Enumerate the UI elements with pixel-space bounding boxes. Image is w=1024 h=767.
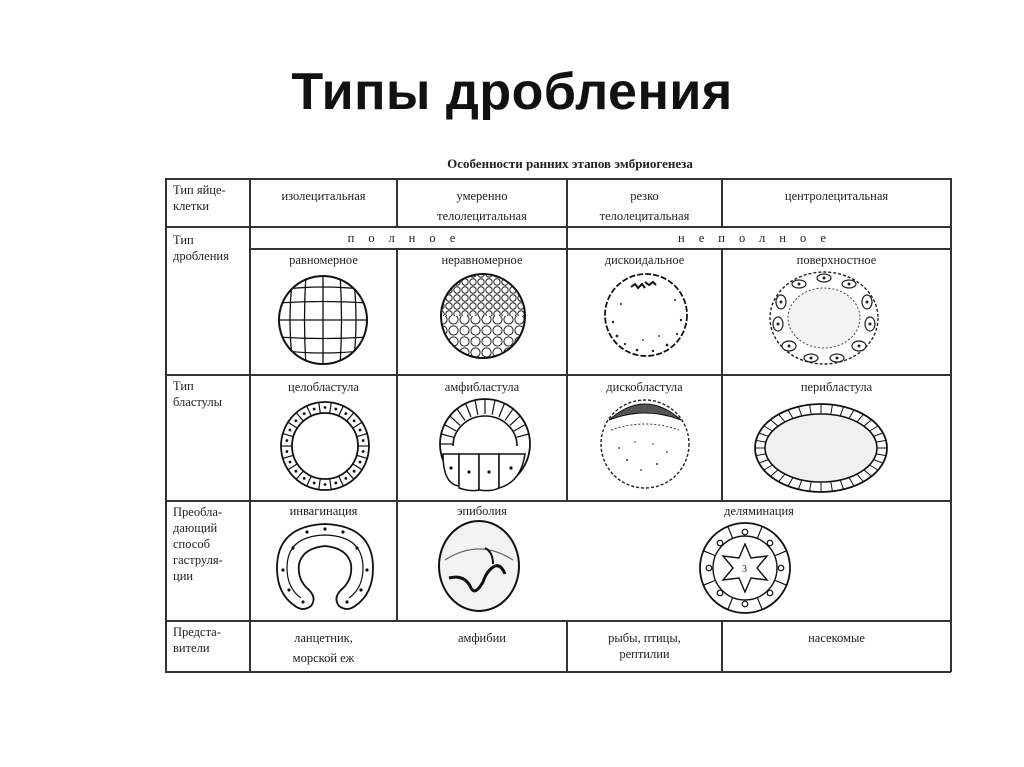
- row-divider: [165, 620, 951, 622]
- row-label-gastrulation: Преобла- дающий способ гаструля- ции: [173, 505, 223, 583]
- equal-cleavage-illustration: [273, 270, 373, 370]
- embryogenesis-table: [165, 178, 951, 672]
- superficial-cleavage-illustration: [765, 268, 883, 368]
- representatives-cell: ланцетник, морской еж: [292, 631, 355, 665]
- invagination-illustration: [273, 518, 377, 618]
- periblastula-illustration: [751, 400, 891, 496]
- row-label-cleavage-type: Тип дробления: [173, 233, 229, 263]
- epiboly-illustration: [435, 518, 523, 614]
- cleavage-label: поверхностное: [796, 253, 877, 267]
- table-border-left: [165, 178, 167, 672]
- row-label-blastula-type: Тип бластулы: [173, 379, 223, 409]
- egg-type-cell: центролецитальная: [784, 189, 889, 203]
- delamination-number-label: 3: [742, 564, 747, 575]
- col-divider: [721, 620, 723, 672]
- cleavage-group-complete: полное: [347, 231, 470, 245]
- egg-type-cell: умеренно телолецитальная: [437, 189, 527, 223]
- cleavage-label: дискоидальное: [604, 253, 685, 267]
- blastula-label: перибластула: [800, 380, 873, 394]
- gastrulation-label: деляминация: [724, 504, 794, 518]
- unequal-cleavage-illustration: [437, 270, 529, 362]
- cleavage-label: равномерное: [289, 253, 358, 267]
- page-title: Типы дробления: [291, 63, 733, 121]
- col-divider: [396, 248, 398, 620]
- cleavage-group-incomplete: неполное: [678, 231, 840, 245]
- table-border-right: [950, 178, 952, 672]
- row-divider: [165, 500, 951, 502]
- row-divider: [165, 226, 951, 228]
- blastula-label: амфибластула: [444, 380, 520, 394]
- coeloblastula-illustration: [275, 396, 375, 496]
- gastrulation-label: эпиболия: [457, 504, 507, 518]
- table-caption: Особенности ранних этапов эмбриогенеза: [447, 156, 693, 171]
- gastrulation-label: инвагинация: [289, 504, 358, 518]
- col-divider: [721, 248, 723, 500]
- discoidal-cleavage-illustration: [601, 270, 691, 360]
- table-border-top: [165, 178, 951, 180]
- amphiblastula-illustration: [435, 396, 535, 496]
- row-label-representatives: Предста- вители: [173, 625, 221, 655]
- cleavage-label: неравномерное: [441, 253, 523, 267]
- row-divider: [165, 374, 951, 376]
- representatives-cell: насекомые: [808, 631, 865, 645]
- group-divider: [249, 248, 951, 250]
- blastula-label: дискобластула: [606, 380, 683, 394]
- table-border-bottom: [165, 671, 951, 673]
- discoblastula-illustration: [597, 396, 693, 492]
- row-label-egg-type: Тип яйце- клетки: [173, 183, 226, 213]
- blastula-label: целобластула: [288, 380, 359, 394]
- egg-type-cell: изолецитальная: [281, 189, 366, 203]
- representatives-cell: рыбы, птицы, рептилии: [608, 631, 681, 661]
- egg-type-cell: резко телолецитальная: [599, 189, 690, 223]
- delamination-illustration: [697, 518, 793, 618]
- representatives-cell: амфибии: [458, 631, 506, 645]
